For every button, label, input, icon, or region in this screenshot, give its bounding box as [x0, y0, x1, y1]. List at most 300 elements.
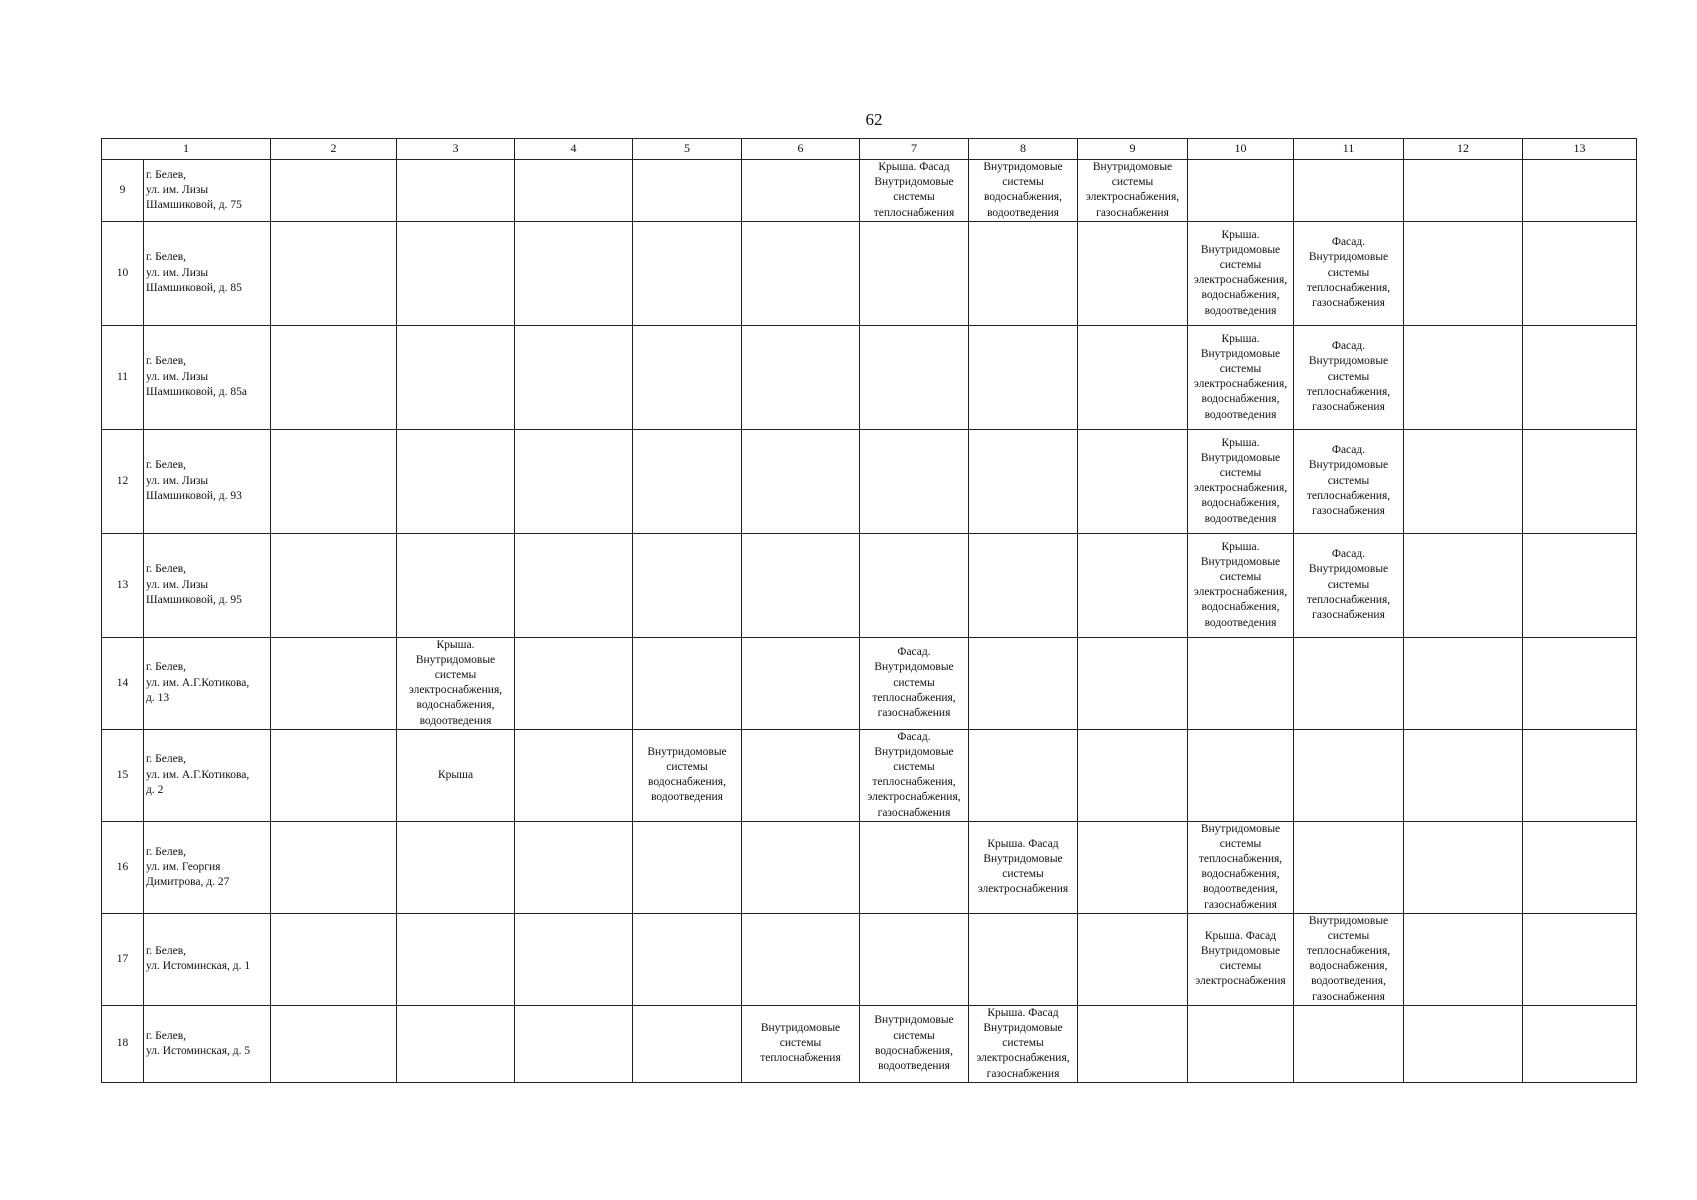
column-header-1: 1: [102, 139, 271, 160]
column-header-8: 8: [969, 139, 1078, 160]
work-cell-col-7: [860, 913, 969, 1005]
work-cell-col-11: [1294, 160, 1404, 222]
table-row: [102, 637, 1637, 729]
work-cell-col-9: [1078, 533, 1188, 637]
table-row: [102, 1005, 1637, 1082]
row-number: 18: [102, 1005, 144, 1082]
address-line: г. Белев,: [146, 251, 187, 264]
work-line: Фасад.: [1331, 340, 1366, 353]
row-number: 13: [102, 533, 144, 637]
work-line: водоотведения: [1204, 616, 1277, 629]
work-cell-col-8: [969, 221, 1078, 325]
work-line: водоотведения: [1204, 304, 1277, 317]
work-line: Фасад.: [1331, 548, 1366, 561]
work-line: системы: [1219, 363, 1262, 376]
work-line: электроснабжения,: [1193, 586, 1288, 599]
table-row: [102, 221, 1637, 325]
address-cell: [144, 729, 271, 821]
work-line: Внутридомовые: [1308, 563, 1389, 576]
work-cell-col-13: [1523, 637, 1637, 729]
work-cell-col-9: [1078, 160, 1188, 222]
work-line: газоснабжения: [1312, 608, 1385, 621]
work-cell-col-7: [860, 637, 969, 729]
work-cell-col-4: [515, 160, 633, 222]
work-line: Внутридомовые: [1200, 555, 1281, 568]
work-line: системы: [1327, 370, 1370, 383]
work-cell-col-7: [860, 221, 969, 325]
work-cell-col-2: [271, 913, 397, 1005]
work-cell-col-10: [1188, 821, 1294, 913]
work-cell-col-6: [742, 160, 860, 222]
work-cell-col-4: [515, 729, 633, 821]
work-cell-col-10: [1188, 533, 1294, 637]
work-line: Внутридомовые: [983, 853, 1063, 866]
work-line: теплоснабжения,: [1306, 385, 1391, 398]
work-cell-col-13: [1523, 429, 1637, 533]
work-cell-col-10: [1188, 729, 1294, 821]
work-line: Фасад.: [897, 646, 931, 659]
table-row: [102, 729, 1637, 821]
work-line: теплоснабжения: [873, 206, 955, 219]
work-line: системы: [1219, 259, 1262, 272]
work-line: системы: [779, 1037, 822, 1050]
work-cell-col-7: [860, 821, 969, 913]
work-line: электроснабжения,: [408, 684, 503, 697]
work-cell-col-12: [1404, 533, 1523, 637]
work-line: электроснабжения: [977, 883, 1069, 896]
work-cell-col-8: [969, 533, 1078, 637]
work-cell-col-13: [1523, 533, 1637, 637]
work-line: электроснабжения,: [1085, 191, 1180, 204]
work-line: электроснабжения,: [976, 1052, 1070, 1065]
work-cell-col-6: [742, 913, 860, 1005]
address-cell: [144, 221, 271, 325]
work-line: Внутридомовые: [874, 745, 954, 758]
work-line: газоснабжения: [1312, 296, 1385, 309]
work-cell-col-5: [633, 160, 742, 222]
work-line: Внутридомовые: [647, 745, 727, 758]
address-line: г. Белев,: [146, 563, 187, 576]
work-cell-col-12: [1404, 729, 1523, 821]
work-line: системы: [893, 191, 935, 204]
work-cell-col-11: [1294, 729, 1404, 821]
work-line: электроснабжения,: [1193, 274, 1288, 287]
address-line: г. Белев,: [146, 945, 187, 958]
work-line: Крыша. Фасад: [1204, 929, 1277, 942]
work-cell-col-12: [1404, 821, 1523, 913]
work-cell-col-5: [633, 913, 742, 1005]
work-line: водоснабжения,: [875, 1044, 953, 1057]
work-cell-col-2: [271, 1005, 397, 1082]
repair-schedule-table: [101, 138, 1637, 1083]
work-line: Внутридомовые: [1200, 945, 1281, 958]
work-cell-col-7: [860, 429, 969, 533]
work-line: электроснабжения,: [1193, 378, 1288, 391]
table-row: [102, 325, 1637, 429]
work-cell-col-13: [1523, 160, 1637, 222]
work-cell-col-2: [271, 637, 397, 729]
work-line: Внутридомовые: [1092, 161, 1173, 173]
address-line: ул. им. Лизы: [146, 370, 209, 383]
work-line: Внутридомовые: [760, 1021, 841, 1034]
work-line: водоотведения: [1204, 408, 1277, 421]
work-cell-col-11: [1294, 325, 1404, 429]
work-line: системы: [1219, 571, 1262, 584]
work-line: Внутридомовые: [983, 1021, 1063, 1034]
work-cell-col-5: [633, 1005, 742, 1082]
work-line: водоотведения: [651, 791, 723, 804]
work-line: Внутридомовые: [1308, 355, 1389, 368]
work-cell-col-7: [860, 533, 969, 637]
column-header-10: 10: [1188, 139, 1294, 160]
row-number: 11: [102, 325, 144, 429]
work-cell-col-3: [397, 637, 515, 729]
work-cell-col-3: [397, 821, 515, 913]
work-cell-col-2: [271, 821, 397, 913]
address-cell: [144, 533, 271, 637]
work-line: Внутридомовые: [1200, 451, 1281, 464]
work-line: Внутридомовые: [1308, 251, 1389, 264]
page-number: 62: [865, 110, 883, 129]
work-cell-col-11: [1294, 637, 1404, 729]
address-line: ул. Истоминская, д. 1: [146, 960, 251, 973]
work-line: Крыша. Фасад: [987, 837, 1059, 850]
work-line: водоснабжения,: [1201, 868, 1280, 881]
work-cell-col-13: [1523, 913, 1637, 1005]
work-line: теплоснабжения: [760, 1052, 841, 1065]
work-line: Крыша.: [1221, 228, 1260, 241]
work-cell-col-4: [515, 821, 633, 913]
work-cell-col-11: [1294, 913, 1404, 1005]
work-line: Внутридомовые: [1200, 822, 1281, 835]
work-cell-col-5: [633, 637, 742, 729]
work-line: системы: [1327, 266, 1370, 279]
work-cell-col-9: [1078, 913, 1188, 1005]
work-line: водоотведения: [987, 206, 1059, 219]
address-line: ул. им. Георгия: [146, 860, 221, 873]
address-line: д. 2: [146, 783, 164, 796]
work-cell-col-10: [1188, 1005, 1294, 1082]
work-cell-col-13: [1523, 221, 1637, 325]
work-cell-col-11: [1294, 1005, 1404, 1082]
address-line: г. Белев,: [146, 459, 187, 472]
work-line: Внутридомовые: [1308, 459, 1389, 472]
work-cell-col-6: [742, 325, 860, 429]
work-line: электроснабжения: [1195, 975, 1286, 988]
column-header-2: 2: [271, 139, 397, 160]
address-line: г. Белев,: [146, 661, 187, 674]
work-cell-col-2: [271, 221, 397, 325]
work-cell-col-8: [969, 821, 1078, 913]
work-line: Внутридомовые: [415, 653, 496, 666]
address-line: г. Белев,: [146, 168, 187, 181]
table-row: [102, 429, 1637, 533]
work-line: газоснабжения: [1204, 898, 1277, 911]
work-line: теплоснабжения,: [1306, 489, 1391, 502]
work-line: теплоснабжения,: [872, 691, 956, 704]
address-line: г. Белев,: [146, 355, 187, 368]
work-cell-col-8: [969, 1005, 1078, 1082]
row-number: 9: [102, 160, 144, 222]
row-number: 15: [102, 729, 144, 821]
work-cell-col-10: [1188, 221, 1294, 325]
work-cell-col-7: [860, 1005, 969, 1082]
work-cell-col-13: [1523, 821, 1637, 913]
work-cell-col-12: [1404, 429, 1523, 533]
work-cell-col-13: [1523, 729, 1637, 821]
table-row: [102, 821, 1637, 913]
work-cell-col-3: [397, 913, 515, 1005]
column-header-12: 12: [1404, 139, 1523, 160]
column-header-5: 5: [633, 139, 742, 160]
work-line: Крыша.: [1221, 540, 1260, 553]
work-line: теплоснабжения,: [1198, 853, 1283, 866]
work-cell-col-2: [271, 429, 397, 533]
table-row: [102, 913, 1637, 1005]
work-cell-col-12: [1404, 913, 1523, 1005]
work-cell-col-13: [1523, 325, 1637, 429]
work-cell-col-8: [969, 429, 1078, 533]
work-cell-col-10: [1188, 325, 1294, 429]
work-cell-col-3: [397, 325, 515, 429]
work-line: водоснабжения,: [416, 699, 495, 712]
work-line: системы: [1327, 578, 1370, 591]
work-cell-col-8: [969, 913, 1078, 1005]
work-line: системы: [1002, 868, 1044, 881]
work-cell-col-4: [515, 325, 633, 429]
work-line: теплоснабжения,: [872, 776, 956, 789]
column-header-13: 13: [1523, 139, 1637, 160]
work-cell-col-2: [271, 533, 397, 637]
work-line: Внутридомовые: [1200, 347, 1281, 360]
work-line: Внутридомовые: [1308, 914, 1389, 927]
work-line: системы: [666, 761, 708, 774]
work-cell-col-12: [1404, 1005, 1523, 1082]
work-line: водоотведения: [419, 714, 492, 727]
work-cell-col-11: [1294, 533, 1404, 637]
work-cell-col-6: [742, 821, 860, 913]
work-cell-col-4: [515, 533, 633, 637]
work-cell-col-4: [515, 429, 633, 533]
address-line: г. Белев,: [146, 753, 187, 766]
work-line: Крыша.: [436, 638, 475, 651]
address-line: д. 13: [146, 691, 170, 704]
column-header-11: 11: [1294, 139, 1404, 160]
work-cell-col-12: [1404, 637, 1523, 729]
column-number-row: [102, 139, 1637, 160]
work-cell-col-6: [742, 637, 860, 729]
work-cell-col-5: [633, 221, 742, 325]
work-cell-col-11: [1294, 429, 1404, 533]
work-line: системы: [1002, 176, 1044, 189]
address-cell: [144, 1005, 271, 1082]
address-cell: [144, 913, 271, 1005]
work-line: газоснабжения: [1312, 990, 1385, 1003]
work-cell-col-6: [742, 533, 860, 637]
work-cell-col-13: [1523, 1005, 1637, 1082]
column-header-9: 9: [1078, 139, 1188, 160]
table-row: [102, 533, 1637, 637]
work-line: водоснабжения,: [1201, 601, 1280, 614]
address-line: ул. им. А.Г.Котикова,: [146, 768, 250, 781]
work-cell-col-7: [860, 729, 969, 821]
work-cell-col-7: [860, 325, 969, 429]
address-line: Шамшиковой, д. 93: [146, 489, 242, 502]
address-cell: [144, 429, 271, 533]
work-line: водоснабжения,: [984, 191, 1062, 204]
work-cell-col-5: [633, 821, 742, 913]
work-line: водоотведения: [878, 1059, 950, 1072]
work-cell-col-9: [1078, 729, 1188, 821]
work-cell-col-6: [742, 1005, 860, 1082]
work-cell-col-3: [397, 533, 515, 637]
work-line: Внутридомовые: [1200, 243, 1281, 256]
work-cell-col-12: [1404, 325, 1523, 429]
work-cell-col-3: [397, 729, 515, 821]
work-line: электроснабжения,: [1193, 482, 1288, 495]
work-line: Крыша.: [1221, 436, 1260, 449]
work-line: системы: [1111, 176, 1154, 189]
work-line: водоснабжения,: [1201, 497, 1280, 510]
address-line: ул. им. Лизы: [146, 578, 209, 591]
work-line: водоснабжения,: [1201, 289, 1280, 302]
work-cell-col-11: [1294, 221, 1404, 325]
work-line: Внутридомовые: [874, 176, 954, 189]
work-line: Крыша. Фасад: [878, 161, 950, 173]
address-line: Шамшиковой, д. 85а: [146, 385, 247, 398]
work-line: водоснабжения,: [1309, 960, 1388, 973]
work-line: электроснабжения,: [867, 791, 961, 804]
work-cell-col-9: [1078, 637, 1188, 729]
work-line: водоотведения,: [1311, 975, 1386, 988]
work-line: системы: [1219, 467, 1262, 480]
address-line: ул. им. Лизы: [146, 266, 209, 279]
work-line: газоснабжения: [1096, 206, 1169, 219]
address-line: ул. им. А.Г.Котикова,: [146, 676, 250, 689]
work-line: системы: [1327, 929, 1370, 942]
work-line: газоснабжения: [877, 806, 951, 819]
column-header-6: 6: [742, 139, 860, 160]
address-line: г. Белев,: [146, 845, 187, 858]
work-line: системы: [893, 1029, 935, 1042]
address-line: ул. Истоминская, д. 5: [146, 1044, 251, 1057]
address-line: ул. им. Лизы: [146, 474, 209, 487]
work-line: водоотведения: [1204, 512, 1277, 525]
work-line: системы: [893, 761, 935, 774]
work-line: системы: [434, 669, 477, 682]
work-cell-col-5: [633, 729, 742, 821]
work-cell-col-12: [1404, 221, 1523, 325]
work-cell-col-8: [969, 637, 1078, 729]
work-line: газоснабжения: [877, 706, 951, 719]
work-line: газоснабжения: [1312, 504, 1385, 517]
address-line: Шамшиковой, д. 95: [146, 593, 242, 606]
work-line: системы: [1327, 474, 1370, 487]
work-cell-col-11: [1294, 821, 1404, 913]
work-line: системы: [1219, 837, 1262, 850]
work-cell-col-6: [742, 221, 860, 325]
work-cell-col-3: [397, 429, 515, 533]
work-cell-col-12: [1404, 160, 1523, 222]
work-cell-col-4: [515, 637, 633, 729]
work-line: теплоснабжения,: [1306, 593, 1391, 606]
work-cell-col-5: [633, 325, 742, 429]
work-cell-col-8: [969, 160, 1078, 222]
work-line: системы: [1219, 960, 1262, 973]
row-number: 12: [102, 429, 144, 533]
work-line: Внутридомовые: [874, 1014, 954, 1027]
work-line: Фасад.: [1331, 444, 1366, 457]
work-line: газоснабжения: [1312, 400, 1385, 413]
column-header-7: 7: [860, 139, 969, 160]
work-cell-col-6: [742, 729, 860, 821]
work-line: Фасад.: [1331, 236, 1366, 249]
work-line: газоснабжения: [986, 1067, 1060, 1080]
work-line: теплоснабжения,: [1306, 281, 1391, 294]
work-cell-col-5: [633, 533, 742, 637]
work-cell-col-10: [1188, 429, 1294, 533]
work-cell-col-6: [742, 429, 860, 533]
work-line: водоснабжения,: [648, 776, 726, 789]
work-line: системы: [1002, 1037, 1044, 1050]
work-cell-col-9: [1078, 325, 1188, 429]
column-header-4: 4: [515, 139, 633, 160]
work-cell-col-3: [397, 221, 515, 325]
address-cell: [144, 821, 271, 913]
address-line: Димитрова, д. 27: [146, 875, 230, 888]
column-header-3: 3: [397, 139, 515, 160]
work-cell-col-2: [271, 160, 397, 222]
work-cell-col-10: [1188, 913, 1294, 1005]
row-number: 16: [102, 821, 144, 913]
work-cell-col-10: [1188, 637, 1294, 729]
work-cell-col-10: [1188, 160, 1294, 222]
work-cell-col-9: [1078, 221, 1188, 325]
address-cell: [144, 325, 271, 429]
row-number: 10: [102, 221, 144, 325]
work-line: Внутридомовые: [874, 661, 954, 674]
work-line: теплоснабжения,: [1306, 945, 1391, 958]
work-line: Внутридомовые: [983, 161, 1063, 173]
address-cell: [144, 637, 271, 729]
row-number: 17: [102, 913, 144, 1005]
work-cell-col-4: [515, 913, 633, 1005]
work-cell-col-5: [633, 429, 742, 533]
work-line: Крыша. Фасад: [987, 1006, 1059, 1019]
work-cell-col-2: [271, 729, 397, 821]
work-line: Крыша: [437, 768, 474, 781]
row-number: 14: [102, 637, 144, 729]
work-cell-col-3: [397, 160, 515, 222]
work-line: Фасад.: [897, 730, 931, 743]
address-line: Шамшиковой, д. 85: [146, 281, 242, 294]
work-cell-col-9: [1078, 429, 1188, 533]
work-line: водоснабжения,: [1201, 393, 1280, 406]
work-cell-col-4: [515, 221, 633, 325]
work-cell-col-3: [397, 1005, 515, 1082]
work-line: водоотведения,: [1203, 883, 1278, 896]
address-line: г. Белев,: [146, 1029, 187, 1042]
address-line: Шамшиковой, д. 75: [146, 198, 242, 211]
work-line: системы: [893, 676, 935, 689]
address-line: ул. им. Лизы: [146, 183, 209, 196]
work-cell-col-8: [969, 325, 1078, 429]
work-cell-col-9: [1078, 821, 1188, 913]
work-cell-col-9: [1078, 1005, 1188, 1082]
work-cell-col-8: [969, 729, 1078, 821]
work-cell-col-2: [271, 325, 397, 429]
address-cell: [144, 160, 271, 222]
